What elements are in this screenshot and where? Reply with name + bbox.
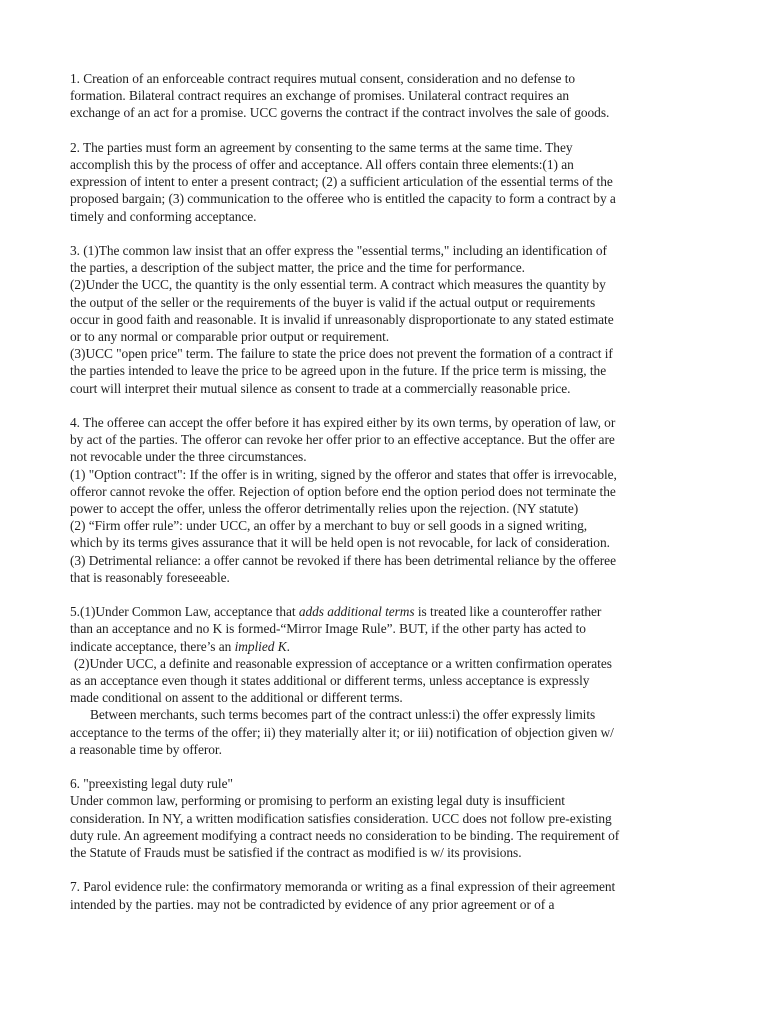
text-line: (2)Under UCC, a definite and reasonable expression of acceptance or a written confirmation operates	[74, 655, 612, 671]
text-line: duty rule. An agreement modifying a contract needs no consideration to be binding. The requirement of	[70, 827, 620, 843]
text-run: .	[286, 638, 290, 654]
text-line: proposed bargain; (3) communication to the offeree who is entitled the capacity to form a contract by a	[70, 191, 616, 207]
text-line: that is reasonably foreseeable.	[70, 569, 230, 585]
paragraph-1	[70, 70, 700, 122]
text-run: indicate acceptance, there’s an	[70, 638, 235, 654]
text-line: which by its terms gives assurance that it will be held open is not revocable, for lack of consideration.	[70, 535, 610, 551]
text-line: or to any normal or comparable prior output or requirement.	[70, 329, 390, 345]
text-line: (2) “Firm offer rule”: under UCC, an offer by a merchant to buy or sell goods in a signed writing,	[70, 518, 588, 534]
text-line: (3) Detrimental reliance: a offer cannot be revoked if there has been detrimental reliance by the offeree	[70, 552, 616, 568]
text-line: a reasonable time by offeror.	[70, 741, 222, 757]
text-line: court will interpret their mutual silence as consent to trade at a commercially reasonable price.	[70, 380, 571, 396]
paragraph-4	[70, 414, 700, 586]
text-line	[70, 603, 700, 620]
italic-run: implied K	[234, 638, 287, 654]
text-line: by act of the parties. The offeror can revoke her offer prior to an effective acceptance. But the offer are	[70, 432, 615, 448]
paragraph-5	[70, 603, 700, 758]
paragraph-2	[70, 139, 700, 225]
text-run: is treated like a counteroffer rather	[414, 604, 602, 620]
text-line: 3. (1)The common law insist that an offer express the "essential terms," including an identification of	[70, 243, 607, 258]
paragraph-6	[70, 775, 700, 861]
text-line: consideration. In NY, a written modification satisfies consideration. UCC does not follow pre-existing	[70, 810, 612, 826]
text-line: intended by the parties. may not be contradicted by evidence of any prior agreement or of a	[70, 896, 555, 912]
text-line: 7. Parol evidence rule: the confirmatory memoranda or writing as a final expression of their agreement	[70, 879, 616, 895]
text-line: Under common law, performing or promising to perform an existing legal duty is insufficient	[70, 793, 565, 809]
text-line: expression of intent to enter a present contract; (2) a sufficient articulation of the essential terms of the	[70, 174, 613, 190]
text-line: than an acceptance and no K is formed-“Mirror Image Rule”. BUT, if the other party has acted to	[70, 621, 586, 637]
text-line: made conditional on assent to the additional or different terms.	[70, 690, 403, 706]
text-line: timely and conforming acceptance.	[70, 208, 257, 224]
text-line: not revocable under the three circumstances.	[70, 449, 307, 465]
paragraph-3	[70, 242, 700, 397]
document-body	[70, 70, 700, 913]
text-line	[70, 638, 700, 655]
text-line: the parties intended to leave the price to be agreed upon in the future. If the price term is missing, the	[70, 363, 607, 379]
text-line: Between merchants, such terms becomes part of the contract unless:i) the offer expressly limits	[90, 707, 596, 723]
text-line: (3)UCC "open price" term. The failure to state the price does not prevent the formation of a contract if	[70, 346, 613, 362]
text-line: 6. "preexisting legal duty rule"	[70, 776, 233, 792]
text-line: (1) "Option contract": If the offer is in writing, signed by the offeror and states that offer is irrevocable,	[70, 466, 617, 482]
text-line: (2)Under the UCC, the quantity is the only essential term. A contract which measures the quantity by	[70, 277, 606, 293]
paragraph-7	[70, 878, 700, 912]
italic-run: adds additional terms	[298, 604, 415, 620]
text-line: acceptance to the terms of the offer; ii) they materially alter it; or iii) notification of objection given w/	[70, 724, 614, 740]
text-line: formation. Bilateral contract requires an exchange of promises. Unilateral contract requires an	[70, 88, 570, 104]
text-line: 2. The parties must form an agreement by consenting to the same terms at the same time. They	[70, 139, 573, 155]
text-line: accomplish this by the process of offer and acceptance. All offers contain three elements:(1) an	[70, 157, 574, 172]
text-line: the output of the seller or the requirements of the buyer is valid if the actual output or requirements	[70, 294, 596, 310]
text-line: exchange of an act for a promise. UCC governs the contract if the contract involves the sale of goods.	[70, 105, 610, 121]
text-run: 5.(1)Under Common Law, acceptance that	[70, 604, 299, 620]
text-line: the parties, a description of the subject matter, the price and the time for performance.	[70, 260, 525, 276]
text-line: occur in good faith and reasonable. It is invalid if unreasonably disproportionate to any stated estimate	[70, 311, 614, 327]
text-line: power to accept the offer, unless the offeror detrimentally relies upon the rejection. (NY statute)	[70, 501, 579, 517]
text-line: 4. The offeree can accept the offer before it has expired either by its own terms, by operation of law, or	[70, 415, 616, 431]
text-line: 1. Creation of an enforceable contract requires mutual consent, consideration and no defense to	[70, 71, 576, 86]
text-line: the Statute of Frauds must be satisfied if the contract as modified is w/ its provisions.	[70, 845, 522, 861]
text-line: offeror cannot revoke the offer. Rejection of option before end the option period does not terminate the	[70, 483, 616, 499]
text-line: as an acceptance even though it states additional or different terms, unless acceptance is expressly	[70, 673, 590, 689]
